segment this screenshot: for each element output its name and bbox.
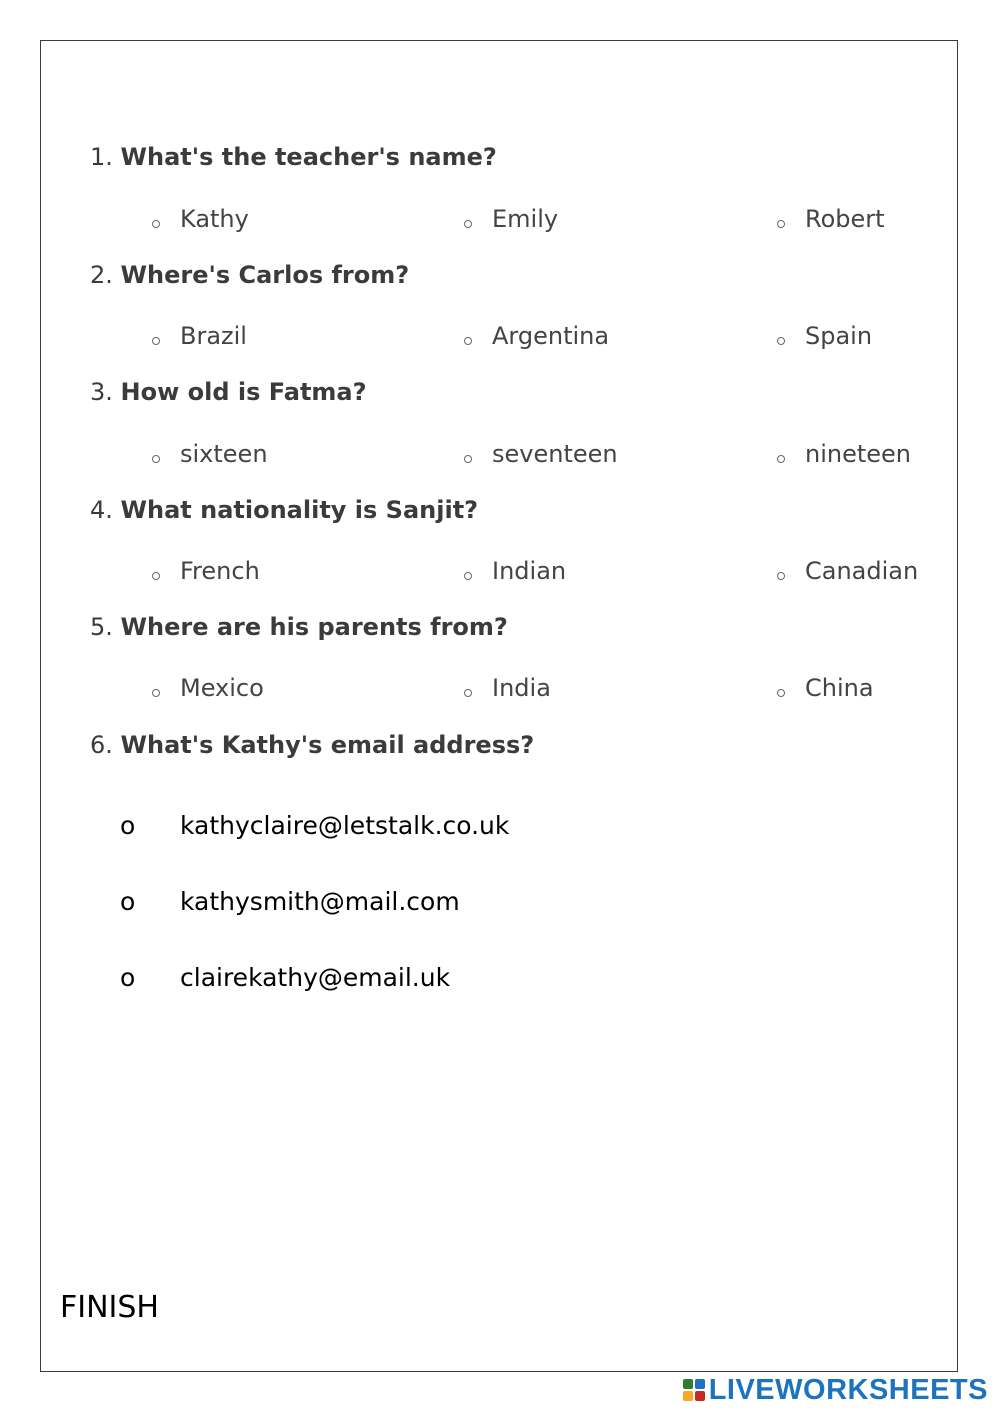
email-address: kathysmith@mail.com [180, 887, 460, 916]
radio-bullet-icon[interactable] [152, 337, 160, 345]
option-label: seventeen [492, 440, 618, 468]
option-label: Canadian [805, 557, 919, 585]
question-1 [90, 141, 497, 173]
email-marker: o [120, 887, 136, 916]
option-label: French [180, 557, 260, 585]
worksheet-frame [40, 40, 958, 1372]
logo-square-icon [683, 1379, 693, 1389]
liveworksheets-brand [683, 1374, 988, 1406]
logo-square-icon [695, 1391, 705, 1401]
option-q1-a[interactable] [152, 203, 249, 235]
option-q2-a[interactable] [152, 320, 247, 352]
option-q4-a[interactable] [152, 555, 260, 587]
finish-button[interactable]: FINISH [60, 1290, 159, 1325]
question-4 [90, 494, 478, 526]
radio-bullet-icon[interactable] [777, 689, 785, 697]
option-q1-b[interactable] [464, 203, 558, 235]
option-q5-c[interactable] [777, 672, 874, 704]
option-label: sixteen [180, 440, 268, 468]
question-text: What's Kathy's email address? [120, 731, 535, 759]
question-number: 4. [90, 496, 113, 524]
email-marker: o [120, 811, 136, 840]
option-q1-c[interactable] [777, 203, 885, 235]
question-text: What's the teacher's name? [120, 143, 497, 171]
option-label: Emily [492, 205, 559, 233]
radio-bullet-icon[interactable] [777, 337, 785, 345]
question-2 [90, 259, 409, 291]
logo-square-icon [683, 1391, 693, 1401]
email-option-3[interactable] [120, 961, 450, 995]
email-option-2[interactable] [120, 885, 460, 919]
option-q3-c[interactable] [777, 438, 911, 470]
option-q5-a[interactable] [152, 672, 264, 704]
radio-bullet-icon[interactable] [152, 689, 160, 697]
question-number: 2. [90, 261, 113, 289]
question-number: 5. [90, 613, 113, 641]
option-q5-b[interactable] [464, 672, 551, 704]
question-5 [90, 611, 508, 643]
question-number: 3. [90, 378, 113, 406]
question-text: How old is Fatma? [120, 378, 367, 406]
option-q3-a[interactable] [152, 438, 268, 470]
logo-square-icon [695, 1379, 705, 1389]
radio-bullet-icon[interactable] [777, 572, 785, 580]
option-label: Robert [805, 205, 885, 233]
option-label: nineteen [805, 440, 912, 468]
liveworksheets-logo-icon [683, 1379, 705, 1401]
brand-name: LIVEWORKSHEETS [708, 1373, 988, 1406]
radio-bullet-icon[interactable] [777, 455, 785, 463]
radio-bullet-icon[interactable] [464, 572, 472, 580]
radio-bullet-icon[interactable] [152, 572, 160, 580]
question-text: Where's Carlos from? [120, 261, 410, 289]
question-number: 6. [90, 731, 113, 759]
question-text: Where are his parents from? [120, 613, 508, 641]
email-option-1[interactable] [120, 809, 509, 843]
option-label: Kathy [180, 205, 249, 233]
option-q4-b[interactable] [464, 555, 566, 587]
option-q2-c[interactable] [777, 320, 872, 352]
option-label: Brazil [180, 322, 247, 350]
option-label: Spain [805, 322, 873, 350]
radio-bullet-icon[interactable] [464, 689, 472, 697]
radio-bullet-icon[interactable] [777, 220, 785, 228]
radio-bullet-icon[interactable] [152, 220, 160, 228]
radio-bullet-icon[interactable] [464, 337, 472, 345]
question-number: 1. [90, 143, 113, 171]
option-label: Argentina [492, 322, 610, 350]
radio-bullet-icon[interactable] [152, 455, 160, 463]
question-3 [90, 376, 367, 408]
radio-bullet-icon[interactable] [464, 455, 472, 463]
radio-bullet-icon[interactable] [464, 220, 472, 228]
option-label: Mexico [180, 674, 264, 702]
option-label: India [492, 674, 551, 702]
option-q3-b[interactable] [464, 438, 618, 470]
question-text: What nationality is Sanjit? [120, 496, 479, 524]
question-6 [90, 729, 534, 761]
option-label: Indian [492, 557, 567, 585]
option-label: China [805, 674, 874, 702]
email-marker: o [120, 963, 136, 992]
option-q4-c[interactable] [777, 555, 918, 587]
email-address: clairekathy@email.uk [180, 963, 451, 992]
option-q2-b[interactable] [464, 320, 609, 352]
email-address: kathyclaire@letstalk.co.uk [180, 811, 510, 840]
